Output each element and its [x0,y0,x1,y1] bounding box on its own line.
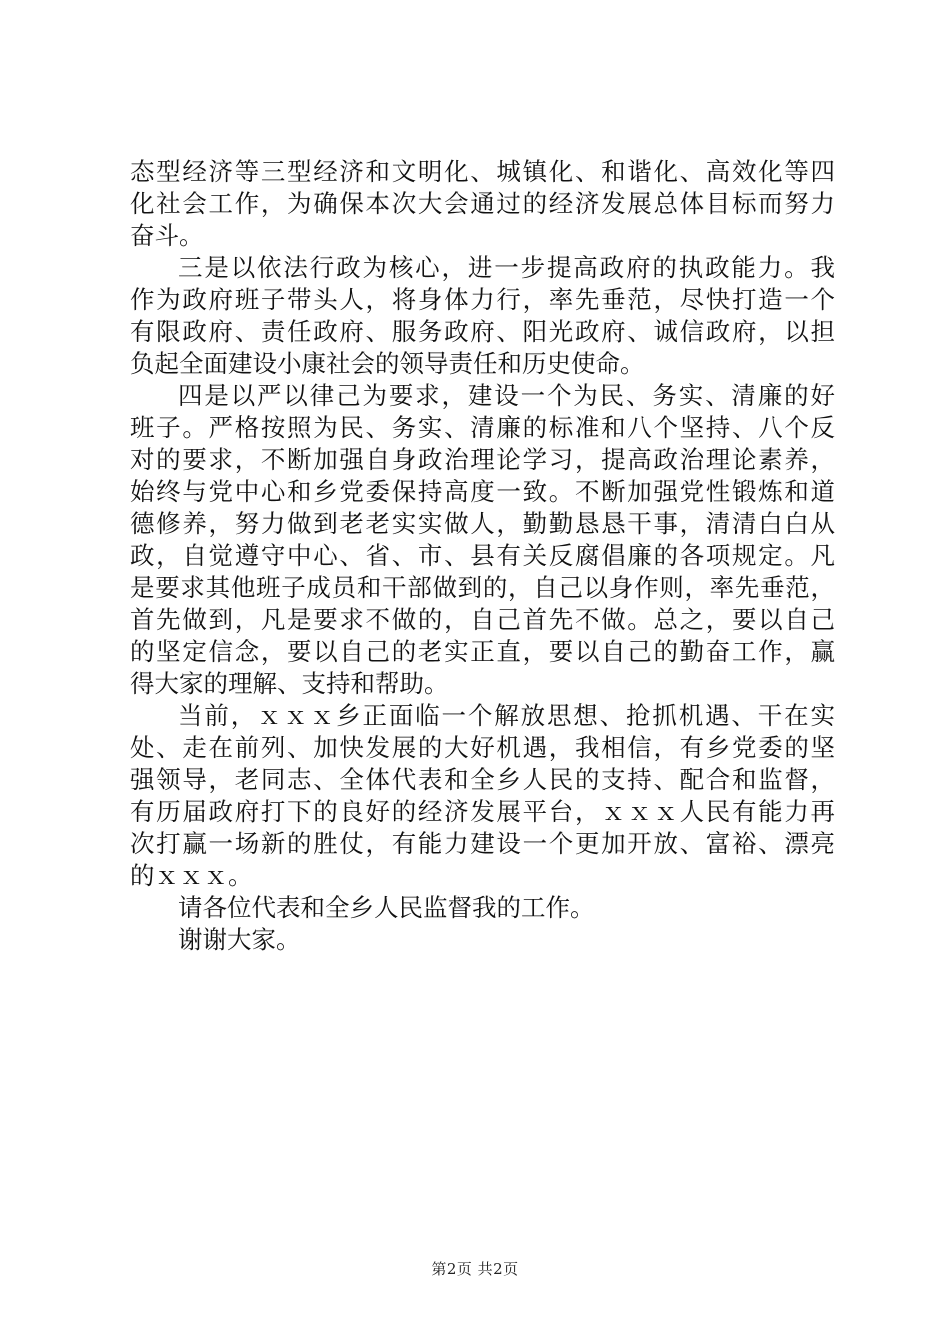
text-line: 作为政府班子带头人，将身体力行，率先垂范，尽快打造一个 [130,285,835,314]
paragraph-start-line: 三是以依法行政为核心，进一步提高政府的执政能力。我 [178,253,835,282]
text-line: 对的要求，不断加强自身政治理论学习，提高政治理论素养， [130,445,835,474]
text-line: 始终与党中心和乡党委保持高度一致。不断加强党性锻炼和道 [130,477,835,506]
paragraph-start-line: 请各位代表和全乡人民监督我的工作。 [178,893,595,922]
paragraph-start-line: 四是以严以律己为要求，建设一个为民、务实、清廉的好 [178,381,835,410]
text-line: 是要求其他班子成员和干部做到的，自己以身作则，率先垂范， [130,573,835,602]
text-line: 态型经济等三型经济和文明化、城镇化、和谐化、高效化等四 [130,157,835,186]
text-line: 化社会工作，为确保本次大会通过的经济发展总体目标而努力 [130,189,835,218]
text-line: 次打赢一场新的胜仗，有能力建设一个更加开放、富裕、漂亮 [130,829,835,858]
text-line: 有历届政府打下的良好的经济发展平台，ｘｘｘ人民有能力再 [130,797,835,826]
text-line: 德修养，努力做到老老实实做人，勤勤恳恳干事，清清白白从 [130,509,835,538]
paragraph-start-line: 当前，ｘｘｘ乡正面临一个解放思想、抢抓机遇、干在实 [178,701,835,730]
text-line: 处、走在前列、加快发展的大好机遇，我相信，有乡党委的坚 [130,733,835,762]
document-body [130,156,835,956]
text-line: 得大家的理解、支持和帮助。 [130,669,449,698]
text-line: 政，自觉遵守中心、省、市、县有关反腐倡廉的各项规定。凡 [130,541,835,570]
text-line: 的坚定信念，要以自己的老实正直，要以自己的勤奋工作，赢 [130,637,835,666]
text-line: 首先做到，凡是要求不做的，自己首先不做。总之，要以自己 [130,605,835,634]
text-line: 奋斗。 [130,221,204,250]
text-line: 强领导，老同志、全体代表和全乡人民的支持、配合和监督， [130,765,835,794]
text-line: 班子。严格按照为民、务实、清廉的标准和八个坚持、八个反 [130,413,835,442]
paragraph-start-line: 谢谢大家。 [178,925,301,954]
page-number-footer: 第2页 共2页 [431,1260,519,1278]
text-line: 负起全面建设小康社会的领导责任和历史使命。 [130,349,645,378]
text-line: 的ｘｘｘ。 [130,861,253,890]
text-line: 有限政府、责任政府、服务政府、阳光政府、诚信政府，以担 [130,317,835,346]
